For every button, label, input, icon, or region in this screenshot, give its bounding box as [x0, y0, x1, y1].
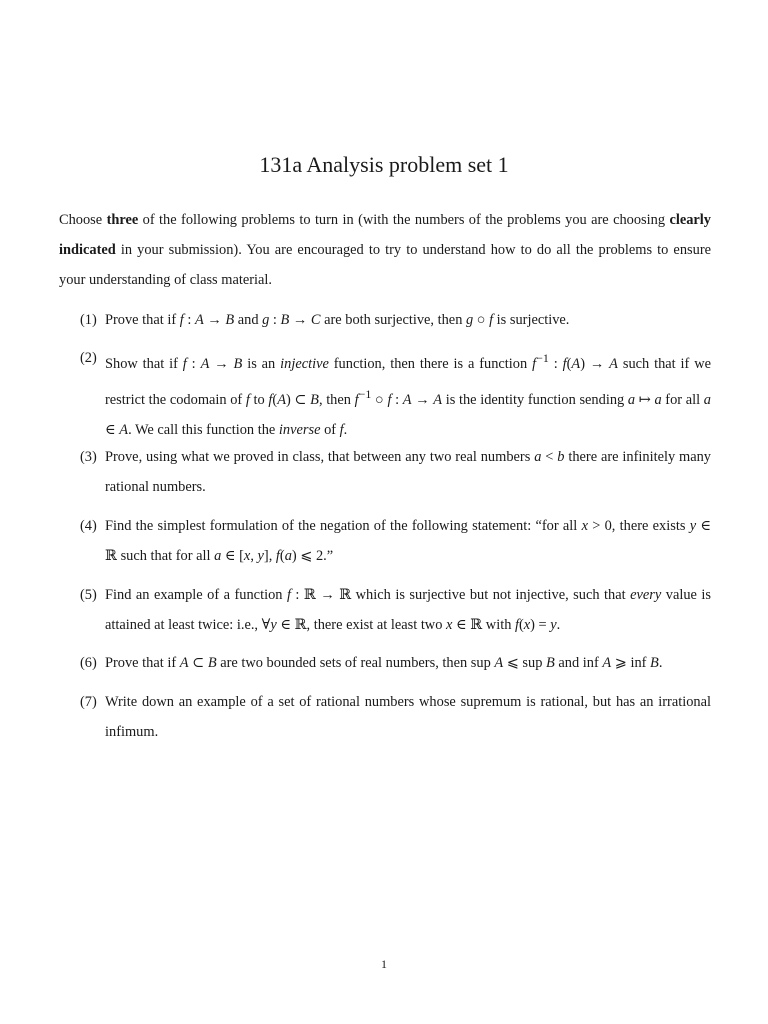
problem-3 [80, 442, 711, 502]
problem-text: Prove that if A ⊂ B are two bounded sets of real numbers, then sup A ⩽ sup B and inf A ⩾ inf B. [105, 655, 663, 671]
problem-number: (1) [80, 312, 97, 328]
page-title: 131a Analysis problem set 1 [259, 152, 509, 177]
problem-text: Show that if f : A → B is an injective function, then there is a function $f^{-1}$ : f(A) → A such that if we restrict the codomain of f to f(A) ⊂ B, then $f^{-1}$ ○ f : A → A is the identity function sending a ↦ a for all a ∈ A. We call this function the inverse of f. [105, 351, 712, 438]
instructions-paragraph: Choose three of the following problems to turn in (with the numbers of the problems you are choosing clearly indicated in your submission). You are encouraged to try to understand how to do all the problems to ensure your understanding of class material. [59, 212, 711, 288]
problem-6 [80, 648, 711, 678]
problem-number: (6) [80, 655, 97, 671]
problem-5 [80, 580, 711, 640]
problem-text: Write down an example of a set of rational numbers whose supremum is rational, but has an irrational infimum. [105, 694, 711, 740]
problem-number: (3) [80, 449, 97, 465]
problem-number: (7) [80, 694, 97, 710]
problem-4 [80, 511, 711, 571]
page-number: 1 [381, 957, 387, 971]
problem-number: (5) [80, 587, 97, 603]
problem-1 [80, 305, 711, 335]
problem-text: Find an example of a function f : ℝ → ℝ which is surjective but not injective, such that every value is attained at least twice: i.e., ∀y ∈ ℝ, there exist at least two x ∈ ℝ with f(x) = y. [105, 587, 711, 633]
problem-2 [80, 343, 711, 445]
problem-text: Prove that if f : A → B and g : B → C are both surjective, then g ○ f is surjective. [105, 312, 570, 328]
problem-number: (4) [80, 518, 97, 534]
problem-text: Prove, using what we proved in class, that between any two real numbers a < b there are infinitely many rational numbers. [105, 449, 711, 495]
problem-text: Find the simplest formulation of the negation of the following statement: “for all x > 0, there exists y ∈ ℝ such that for all a ∈ [x, y], f(a) ⩽ 2.” [105, 518, 711, 564]
problem-number: (2) [80, 350, 97, 366]
problem-7 [80, 687, 711, 747]
